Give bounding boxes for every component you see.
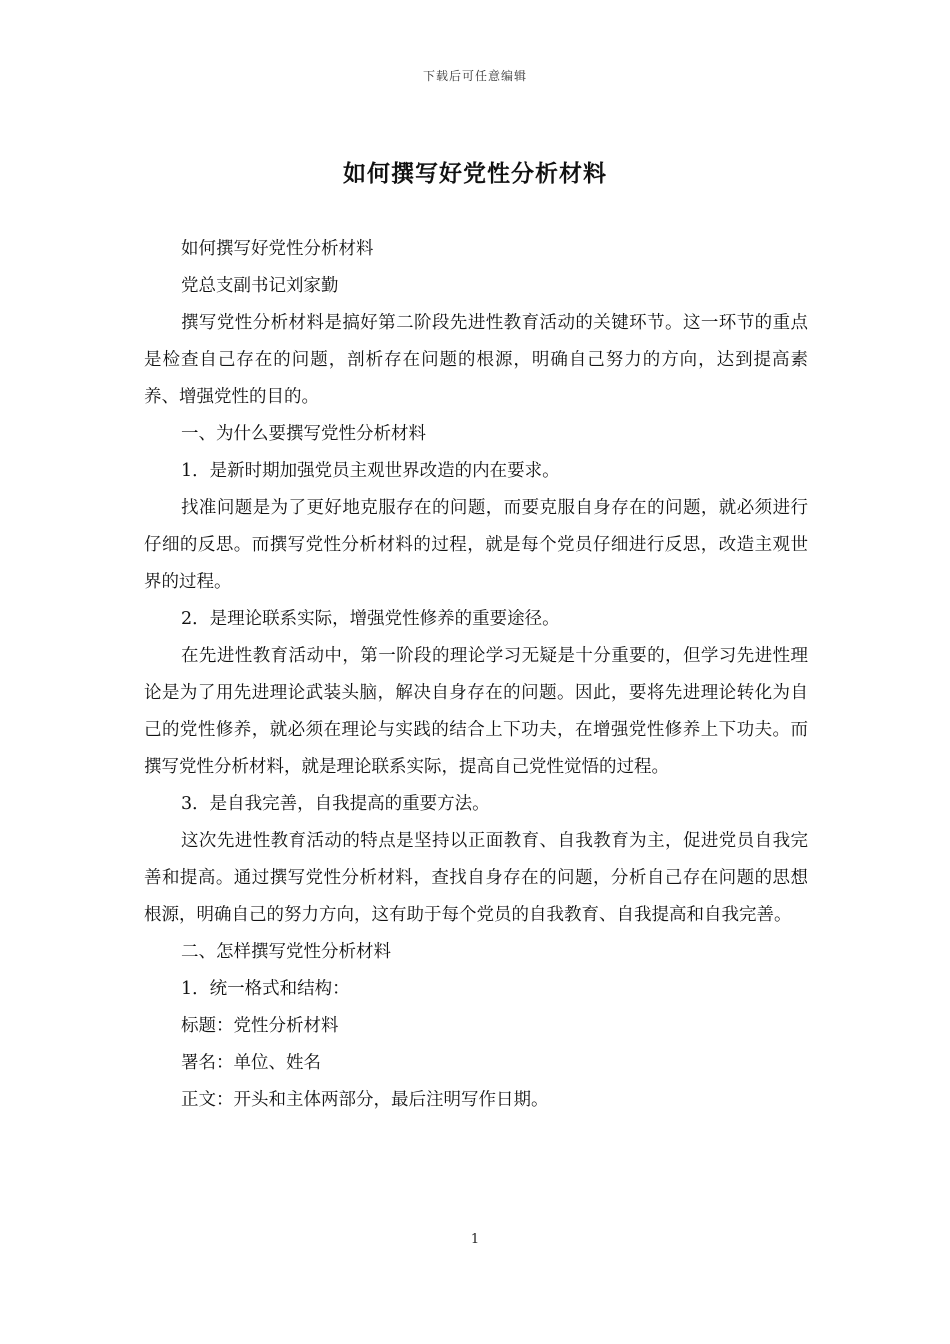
document-body [144,231,808,1119]
subheading-2-1: 1．统一格式和结构： [181,979,350,999]
paragraph-author: 党总支副书记刘家勤 [181,276,339,296]
paragraph-intro: 撰写党性分析材料是搞好第二阶段先进性教育活动的关键环节。这一环节的重点是检查自己存在的问题，剖析存在问题的根源，明确自己努力的方向，达到提高素养、增强党性的目的。 [144,313,808,407]
section-heading-2: 二、怎样撰写党性分析材料 [181,942,391,962]
document-title: 如何撰写好党性分析材料 [343,160,607,187]
format-item-title: 标题：党性分析材料 [181,1016,339,1036]
paragraph-subtitle: 如何撰写好党性分析材料 [181,239,374,259]
section-heading-1: 一、为什么要撰写党性分析材料 [181,424,426,444]
format-item-body: 正文：开头和主体两部分，最后注明写作日期。 [181,1090,549,1110]
page-header: 下载后可任意编辑 [422,69,527,83]
subheading-1-1: 1．是新时期加强党员主观世界改造的内在要求。 [181,461,560,481]
subheading-1-2: 2．是理论联系实际，增强党性修养的重要途径。 [181,609,560,629]
subheading-1-3: 3．是自我完善，自我提高的重要方法。 [181,794,490,814]
format-item-signature: 署名：单位、姓名 [181,1053,321,1073]
paragraph-1-1: 找准问题是为了更好地克服存在的问题，而要克服自身存在的问题，就必须进行仔细的反思。而撰写党性分析材料的过程，就是每个党员仔细进行反思，改造主观世界的过程。 [144,498,808,592]
paragraph-1-2: 在先进性教育活动中，第一阶段的理论学习无疑是十分重要的，但学习先进性理论是为了用先进理论武装头脑，解决自身存在的问题。因此，要将先进理论转化为自己的党性修养，就必须在理论与实践的结合上下功夫，在增强党性修养上下功夫。而撰写党性分析材料，就是理论联系实际，提高自己党性觉悟的过程。 [144,646,808,777]
page-number: 1 [470,1232,480,1247]
paragraph-1-3: 这次先进性教育活动的特点是坚持以正面教育、自我教育为主，促进党员自我完善和提高。通过撰写党性分析材料，查找自身存在的问题，分析自己存在问题的思想根源，明确自己的努力方向，这有助于每个党员的自我教育、自我提高和自我完善。 [144,831,808,925]
